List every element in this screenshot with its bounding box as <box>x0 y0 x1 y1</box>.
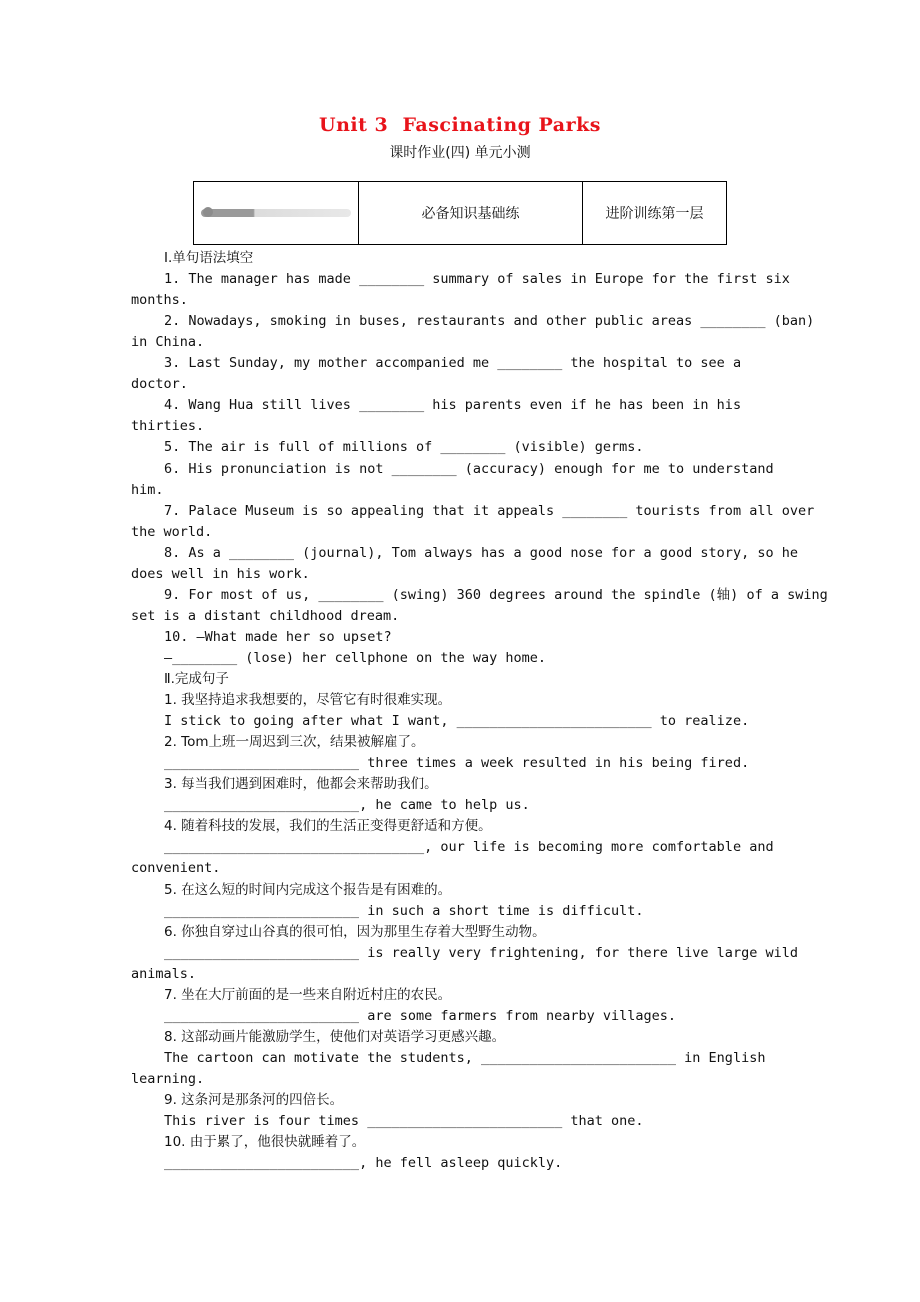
title-unit: Unit 3 <box>319 114 389 136</box>
sentence-line: ________________________ are some farmers from nearby villages. <box>164 1007 677 1024</box>
sentence-line: 6. 你独自穿过山谷真的很可怕，因为那里生存着大型野生动物。 <box>164 923 546 940</box>
grammar-line: in China. <box>131 334 205 351</box>
sentence-line: ________________________ three times a week resulted in his being fired. <box>164 755 750 772</box>
grammar-line: the world. <box>131 523 213 540</box>
grammar-line: 3. Last Sunday, my mother accompanied me ________ the hospital to see a <box>164 355 742 372</box>
section1-heading: Ⅰ.单句语法填空 <box>164 250 254 266</box>
sentence-line: ________________________, he fell asleep quickly. <box>164 1155 563 1172</box>
grammar-line: —________ (lose) her cellphone on the way home. <box>164 649 547 666</box>
header-table <box>193 181 727 245</box>
sentence-line: learning. <box>131 1070 205 1087</box>
grammar-line: months. <box>131 292 188 309</box>
page-subtitle: 课时作业(四) 单元小测 <box>389 145 531 161</box>
grammar-line: 4. Wang Hua still lives ________ his parents even if he has been in his <box>164 397 742 414</box>
sentence-line: The cartoon can motivate the students, ________________________ in English <box>164 1049 766 1066</box>
sentence-line: I stick to going after what I want, ________________________ to realize. <box>164 713 750 730</box>
grammar-line: 1. The manager has made ________ summary of sales in Europe for the first six <box>164 271 790 288</box>
progress-bar-icon <box>201 209 351 217</box>
sentence-line: 2. Tom上班一周迟到三次，结果被解雇了。 <box>164 734 425 751</box>
sentence-line: This river is four times ________________________ that one. <box>164 1113 644 1130</box>
grammar-line: 8. As a ________ (journal), Tom always has a good nose for a good story, so he <box>164 544 798 561</box>
grammar-line: set is a distant childhood dream. <box>131 607 400 624</box>
grammar-line: 9. For most of us, ________ (swing) 360 degrees around the spindle (轴) of a swing <box>164 586 828 603</box>
sentence-line: ________________________, he came to help us. <box>164 797 530 814</box>
sentence-line: ________________________________, our life is becoming more comfortable and <box>164 839 774 856</box>
grammar-line: 2. Nowadays, smoking in buses, restaurants and other public areas ________ (ban) <box>164 313 815 330</box>
table-cell-image <box>194 182 359 245</box>
sentence-line: convenient. <box>131 860 221 877</box>
sentence-line: 1. 我坚持追求我想要的，尽管它有时很难实现。 <box>164 692 452 709</box>
grammar-line: thirties. <box>131 418 205 435</box>
sentence-line: ________________________ is really very frightening, for there live large wild <box>164 944 798 961</box>
sentence-line: animals. <box>131 965 197 982</box>
sentence-line: 3. 每当我们遇到困难时，他都会来帮助我们。 <box>164 776 438 793</box>
sentence-line: 8. 这部动画片能激励学生，使他们对英语学习更感兴趣。 <box>164 1028 506 1045</box>
page-title <box>0 114 920 136</box>
grammar-line: does well in his work. <box>131 565 310 582</box>
table-cell-basic: 必备知识基础练 <box>359 182 583 245</box>
title-name: Fascinating Parks <box>402 114 601 136</box>
sentence-line: 7. 坐在大厅前面的是一些来自附近村庄的农民。 <box>164 986 452 1003</box>
table-cell-advanced: 进阶训练第一层 <box>583 182 727 245</box>
sentence-line: ________________________ in such a short time is difficult. <box>164 902 644 919</box>
grammar-line: 6. His pronunciation is not ________ (accuracy) enough for me to understand <box>164 460 774 477</box>
sentence-line: 5. 在这么短的时间内完成这个报告是有困难的。 <box>164 881 452 898</box>
grammar-line: 7. Palace Museum is so appealing that it appeals ________ tourists from all over <box>164 502 815 519</box>
grammar-line: doctor. <box>131 376 188 393</box>
section2-heading: Ⅱ.完成句子 <box>164 671 229 687</box>
grammar-line: him. <box>131 481 164 498</box>
sentence-line: 9. 这条河是那条河的四倍长。 <box>164 1092 344 1108</box>
sentence-line: 4. 随着科技的发展，我们的生活正变得更舒适和方便。 <box>164 818 492 835</box>
grammar-line: 10. —What made her so upset? <box>164 628 392 645</box>
grammar-line: 5. The air is full of millions of ________ (visible) germs. <box>164 439 644 456</box>
sentence-line: 10. 由于累了，他很快就睡着了。 <box>164 1134 366 1151</box>
